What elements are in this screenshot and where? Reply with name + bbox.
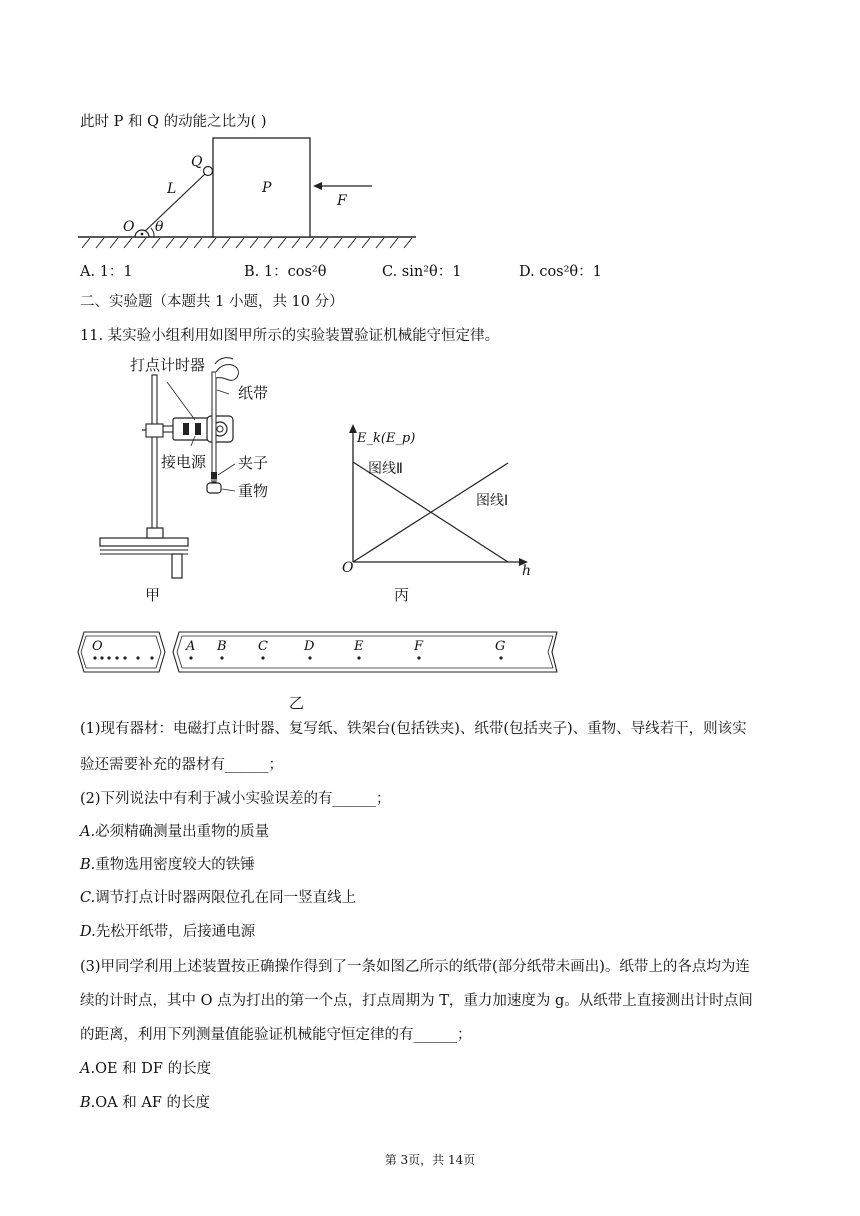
tape-label-e: E: [354, 639, 364, 654]
q11-part2-option-d: D.先松开纸带，后接通电源: [80, 924, 256, 940]
x-axis-label: h: [522, 563, 532, 579]
figure-bing: [330, 420, 540, 610]
q10-option-c: C. sin²θ：1: [382, 264, 462, 280]
label-power: 接电源: [161, 453, 207, 471]
q11-part3-line2: 续的计时点，其中 O 点为打出的第一个点，打点周期为 T，重力加速度为 g。从纸带上直接测出计时点间: [80, 993, 753, 1009]
tape-label-o: O: [92, 639, 103, 654]
q11-part3-option-a: A.OE 和 DF 的长度: [80, 1061, 212, 1077]
q11-part1-line2: 验还需要补充的器材有______；: [80, 757, 283, 773]
tape-label-b: B: [217, 639, 227, 654]
label-tape: 纸带: [238, 384, 269, 402]
label-line-1: 图线Ⅰ: [476, 493, 509, 509]
label-timer: 打点计时器: [130, 356, 206, 374]
q11-part2-option-a: A.必须精确测量出重物的质量: [80, 824, 270, 840]
q11-stem: 11. 某实验小组利用如图甲所示的实验装置验证机械能守恒定律。: [80, 328, 500, 344]
tape-label-c: C: [258, 639, 268, 654]
caption-jia: 甲: [145, 586, 161, 604]
caption-yi: 乙: [289, 694, 305, 712]
q11-part3-line3: 的距离，利用下列测量值能验证机械能守恒定律的有______；: [80, 1027, 472, 1043]
ground-hatching: [82, 238, 412, 248]
origin-label: O: [342, 560, 354, 576]
paper-tape: [212, 372, 216, 482]
clip: [211, 472, 217, 479]
cross-clamp: [146, 424, 163, 437]
q11-part3-option-b: B.OA 和 AF 的长度: [80, 1095, 210, 1111]
q10-option-d: D. cos²θ：1: [519, 264, 602, 280]
label-line-2: 图线Ⅱ: [368, 461, 403, 477]
q11-part3-line1: (3)甲同学利用上述装置按正确操作得到了一条如图乙所示的纸带(部分纸带未画出)。纸带上的各点均为连: [80, 959, 750, 975]
page-footer: 第 3页，共 14页: [384, 1153, 476, 1167]
q10-option-b: B. 1：cos²θ: [244, 264, 327, 280]
label-weight: 重物: [238, 482, 269, 500]
label-clip: 夹子: [238, 454, 269, 472]
tape-label-d: D: [304, 639, 315, 654]
tape-label-f: F: [414, 639, 424, 654]
timer-body: [173, 418, 211, 440]
label-p: P: [262, 180, 272, 196]
y-axis-label: E_k(E_p): [357, 431, 416, 446]
weight: [207, 483, 221, 493]
q11-part2-option-c: C.调节打点计时器两限位孔在同一竖直线上: [80, 890, 357, 906]
q10-stem: 此时 P 和 Q 的动能之比为( ): [80, 114, 267, 130]
tape-label-a: A: [186, 639, 196, 654]
label-l: L: [167, 181, 177, 197]
label-f: F: [337, 193, 347, 209]
q10-option-a: A. 1：1: [80, 264, 133, 280]
figure-jia: [95, 350, 285, 610]
label-o: O: [123, 219, 135, 235]
ball-q: [204, 167, 213, 176]
q11-part2: (2)下列说法中有利于减小实验误差的有______；: [80, 791, 391, 807]
q11-part2-option-b: B.重物选用密度较大的铁锤: [80, 857, 255, 873]
tape-label-g: G: [495, 639, 506, 654]
q10-figure: [70, 130, 430, 255]
label-theta: θ: [155, 219, 164, 235]
label-q: Q: [191, 154, 203, 170]
caption-bing: 丙: [394, 586, 410, 604]
q11-part1-line1: (1)现有器材：电磁打点计时器、复写纸、铁架台(包括铁夹)、纸带(包括夹子)、重物、导线若干，则该实: [80, 721, 747, 737]
section-heading: 二、实验题（本题共 1 小题，共 10 分）: [80, 294, 344, 310]
figure-yi: [75, 628, 565, 713]
table-top: [100, 538, 188, 546]
stand-rod: [152, 375, 157, 528]
hand: [216, 365, 238, 381]
